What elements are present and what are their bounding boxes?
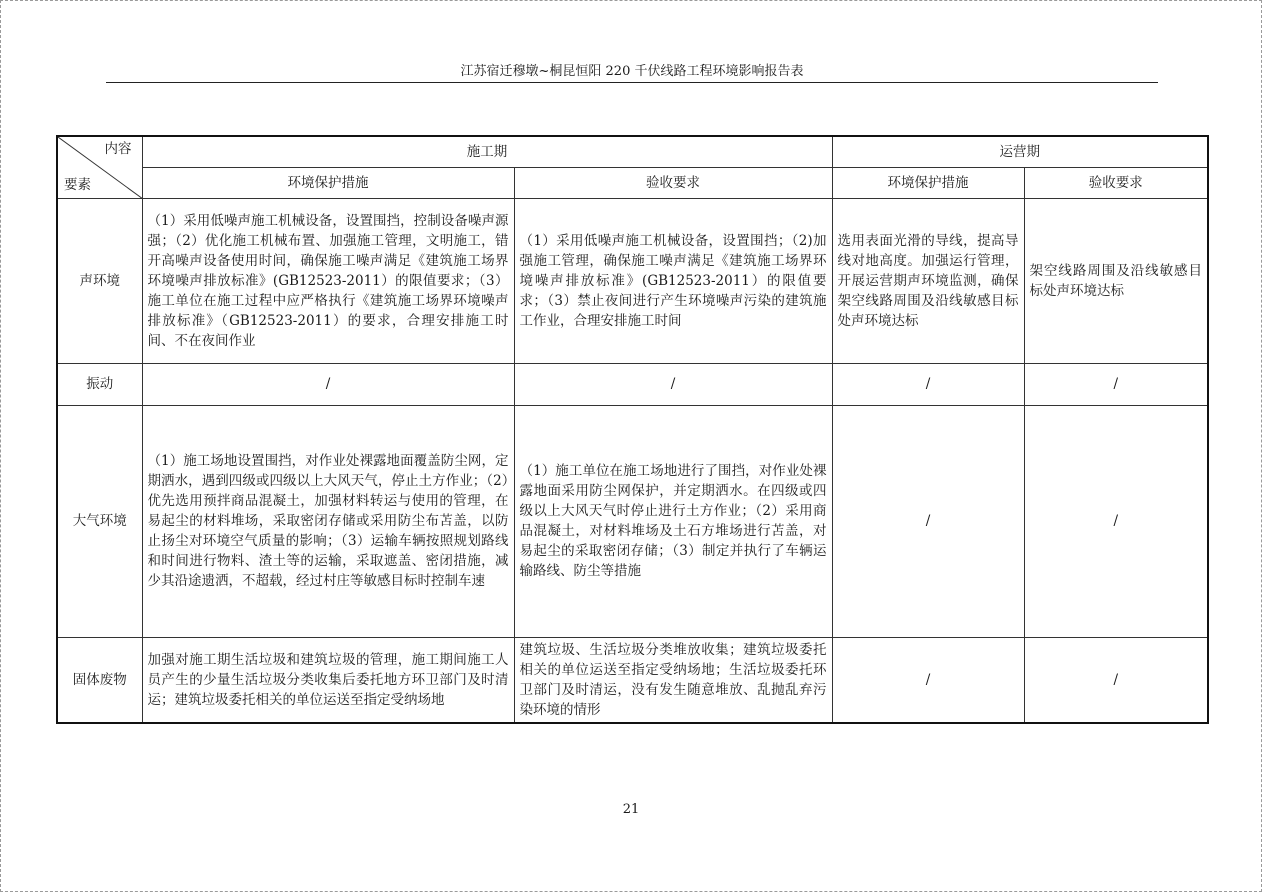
operation-acceptance-cell: 架空线路周围及沿线敏感目标处声环境达标 [1024,198,1208,363]
report-header: 江苏宿迁穆墩~桐昆恒阳 220 千伏线路工程环境影响报告表 [460,64,804,79]
operation-measures-cell: / [832,363,1024,405]
table-sub-header-row [57,167,1208,198]
construction-measures-cell: （1）采用低噪声施工机械设备，设置围挡，控制设备噪声源强；（2）优化施工机械布置、加强施工管理，文明施工，错开高噪声设备使用时间，确保施工噪声满足《建筑施工场界环境噪声排放标准》(GB12523-2011）的限值要求；（3）施工单位在施工过程中应严格执行《建筑施工场界环境噪声排放标准》（GB12523-2011）的要求，合理安排施工时间、不在夜间作业 [142,198,514,363]
group-operation-header: 运营期 [832,136,1208,167]
row-element-label: 振动 [57,363,142,405]
construction-acceptance-cell: （1）采用低噪声施工机械设备，设置围挡；（2)加强施工管理，确保施工噪声满足《建筑施工场界环境噪声排放标准》(GB12523-2011）的限值要求；（3）禁止夜间进行产生环境噪声污染的建筑施工作业，合理安排施工时间 [514,198,832,363]
operation-measures-cell: 选用表面光滑的导线，提高导线对地高度。加强运行管理，开展运营期声环境监测，确保架空线路周围及沿线敏感目标处声环境达标 [832,198,1024,363]
corner-label-element: 要素 [64,176,91,193]
operation-measures-cell: / [832,405,1024,637]
row-element-label: 大气环境 [57,405,142,637]
operation-acceptance-cell: / [1024,405,1208,637]
construction-measures-cell: （1）施工场地设置围挡，对作业处裸露地面覆盖防尘网，定期洒水，遇到四级或四级以上大风天气，停止土方作业；（2）优先选用预拌商品混凝土，加强材料转运与使用的管理，在易起尘的材料堆场，采取密闭存储或采用防尘布苫盖，以防止扬尘对环境空气质量的影响；（3）运输车辆按照规划路线和时间进行物料、渣土等的运输，采取遮盖、密闭措施，减少其沿途遗洒，不超载，经过村庄等敏感目标时控制车速 [142,405,514,637]
table-row [57,405,1208,637]
sub-operation-measures-header: 环境保护措施 [832,167,1024,198]
sub-operation-acceptance-header: 验收要求 [1024,167,1208,198]
page-number: 21 [622,802,640,817]
sub-construction-measures-header: 环境保护措施 [142,167,514,198]
table-corner-cell [57,136,142,198]
environmental-measures-table [56,135,1209,724]
operation-acceptance-cell: / [1024,363,1208,405]
construction-acceptance-cell: / [514,363,832,405]
operation-acceptance-cell: / [1024,637,1208,723]
row-element-label: 固体废物 [57,637,142,723]
group-construction-header: 施工期 [142,136,832,167]
row-element-label: 声环境 [57,198,142,363]
corner-label-content: 内容 [104,141,132,157]
construction-measures-cell: / [142,363,514,405]
header-rule [106,82,1158,83]
operation-measures-cell: / [832,637,1024,723]
construction-measures-cell: 加强对施工期生活垃圾和建筑垃圾的管理，施工期间施工人员产生的少量生活垃圾分类收集后委托地方环卫部门及时清运；建筑垃圾委托相关的单位运送至指定受纳场地 [142,637,514,723]
table-row [57,637,1208,723]
sub-construction-acceptance-header: 验收要求 [514,167,832,198]
construction-acceptance-cell: （1）施工单位在施工场地进行了围挡，对作业处裸露地面采用防尘网保护，并定期洒水。在四级或四级以上大风天气时停止进行土方作业；（2）采用商品混凝土，对材料堆场及土石方堆场进行苫盖，对易起尘的采取密闭存储；（3）制定并执行了车辆运输路线、防尘等措施 [514,405,832,637]
table-row [57,363,1208,405]
table-row [57,198,1208,363]
construction-acceptance-cell: 建筑垃圾、生活垃圾分类堆放收集；建筑垃圾委托相关的单位运送至指定受纳场地；生活垃圾委托环卫部门及时清运，没有发生随意堆放、乱抛乱弃污染环境的情形 [514,637,832,723]
table-group-header-row [57,136,1208,167]
